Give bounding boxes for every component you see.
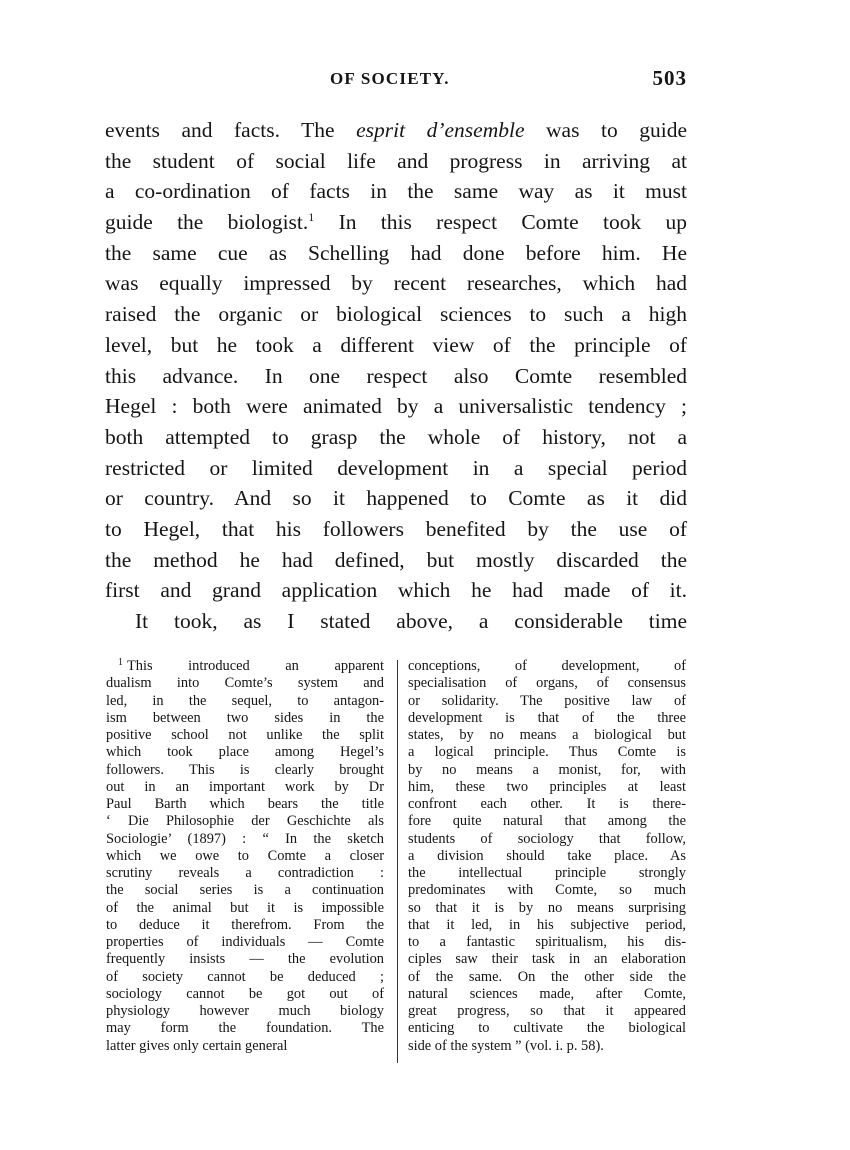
text-line: guide the biologist.$^1$ In this respect Comte took up <box>105 210 688 235</box>
main-text <box>105 115 687 637</box>
text-line: both attempted to grasp the whole of history, not a <box>105 424 687 449</box>
column-divider <box>397 660 398 1063</box>
footnote-line: scrutiny reveals a contradiction : <box>106 865 384 881</box>
footnote-line: physiology however much biology <box>106 1003 384 1019</box>
footnote-line: Paul Barth which bears the title <box>106 796 384 812</box>
footnote-line: the social series is a continuation <box>106 882 384 899</box>
footnote-line: which took place among Hegel’s <box>106 744 384 761</box>
footnote-line: the intellectual principle strongly <box>408 865 686 881</box>
footnote-line: a logical principle. Thus Comte is <box>408 744 686 761</box>
footnote-line: development is that of the three <box>408 709 686 726</box>
footnote-line: $^1$ This introduced an apparent <box>118 657 384 674</box>
footnote-line: out in an important work by Dr <box>106 778 384 795</box>
text-line: was equally impressed by recent researches, which had <box>105 271 687 296</box>
footnote-line: to a fantastic spiritualism, his dis- <box>408 934 686 950</box>
text-line: restricted or limited development in a special period <box>105 455 687 480</box>
footnote-line: followers. This is clearly brought <box>106 761 384 778</box>
footnote-line: enticing to cultivate the biological <box>408 1020 686 1037</box>
footnote-line: dualism into Comte’s system and <box>106 675 384 692</box>
footnote-line: led, in the sequel, to antagon- <box>106 692 384 709</box>
footnote-line: conceptions, of development, of <box>408 658 686 674</box>
footnote-line: specialisation of organs, of consensus <box>408 675 686 692</box>
footnote-line: ciples saw their task in an elaboration <box>408 951 686 968</box>
text-line: the student of social life and progress in arriving at <box>105 148 687 173</box>
footnote-line: properties of individuals — Comte <box>106 934 384 950</box>
footnote-line: great progress, so that it appeared <box>408 1003 686 1019</box>
footnote-column-left <box>106 658 384 1055</box>
footnote-area <box>106 658 684 1068</box>
text-line: Hegel : both were animated by a universalistic tendency ; <box>105 394 687 419</box>
text-line: this advance. In one respect also Comte resembled <box>105 363 687 388</box>
italic-phrase: esprit d’ensemble <box>356 118 525 142</box>
footnote-reference: 1 <box>308 210 315 225</box>
footnote-line: positive school not unlike the split <box>106 727 384 743</box>
footnote-line: ism between two sides in the <box>106 709 384 726</box>
footnote-line: fore quite natural that among the <box>408 813 686 830</box>
footnote-line: latter gives only certain general <box>106 1037 288 1054</box>
footnote-line: of society cannot be deduced ; <box>106 968 384 985</box>
footnote-column-right <box>408 658 686 1055</box>
footnote-line: to deduce it therefrom. From the <box>106 916 384 933</box>
page-number: 503 <box>652 66 687 90</box>
text-line: raised the organic or biological sciences to such a high <box>105 302 687 327</box>
footnote-line: that it led, in his subjective period, <box>408 916 686 933</box>
footnote-line: or solidarity. The positive law of <box>408 692 686 709</box>
footnote-line: which we owe to Comte a closer <box>106 847 384 864</box>
text-line: the method he had defined, but mostly discarded the <box>105 547 687 572</box>
footnote-line: by no means a monist, for, with <box>408 761 686 778</box>
footnote-line: natural sciences made, after Comte, <box>408 985 686 1002</box>
footnote-marker: 1 <box>118 657 123 668</box>
footnote-line: him, these two principles at least <box>408 778 686 795</box>
footnote-line: Sociologie’ (1897) : “ In the sketch <box>106 830 384 847</box>
footnote-line: side of the system ” (vol. i. p. 58). <box>408 1037 604 1054</box>
text-line: a co-ordination of facts in the same way as it must <box>105 179 687 204</box>
footnote-line: may form the foundation. The <box>106 1020 384 1037</box>
running-title: OF SOCIETY. <box>330 69 450 88</box>
footnote-line: of the same. On the other side the <box>408 968 686 985</box>
footnote-line: sociology cannot be got out of <box>106 985 384 1002</box>
footnote-line: confront each other. It is there- <box>408 796 686 812</box>
text-line: to Hegel, that his followers benefited by the use of <box>105 516 687 541</box>
text-line: or country. And so it happened to Comte as it did <box>105 486 687 511</box>
footnote-line: so that it is by no means surprising <box>408 899 686 916</box>
footnote-line: frequently insists — the evolution <box>106 951 384 968</box>
footnote-line: predominates with Comte, so much <box>408 882 686 899</box>
footnote-line: a division should take place. As <box>408 847 686 864</box>
text-line: the same cue as Schelling had done before him. He <box>105 240 687 265</box>
footnote-line: of the animal but it is impossible <box>106 899 384 916</box>
footnote-line: states, by no means a biological but <box>408 727 686 743</box>
page-header <box>105 66 687 96</box>
footnote-line: ‘ Die Philosophie der Geschichte als <box>106 813 384 830</box>
text-line: first and grand application which he had made of it. <box>105 578 687 603</box>
text-line: events and facts. The esprit d’ensemble was to guide <box>105 118 687 142</box>
footnote-line: students of sociology that follow, <box>408 830 686 847</box>
text-line: level, but he took a different view of the principle of <box>105 332 687 357</box>
text-line: It took, as I stated above, a considerable time <box>135 609 687 633</box>
